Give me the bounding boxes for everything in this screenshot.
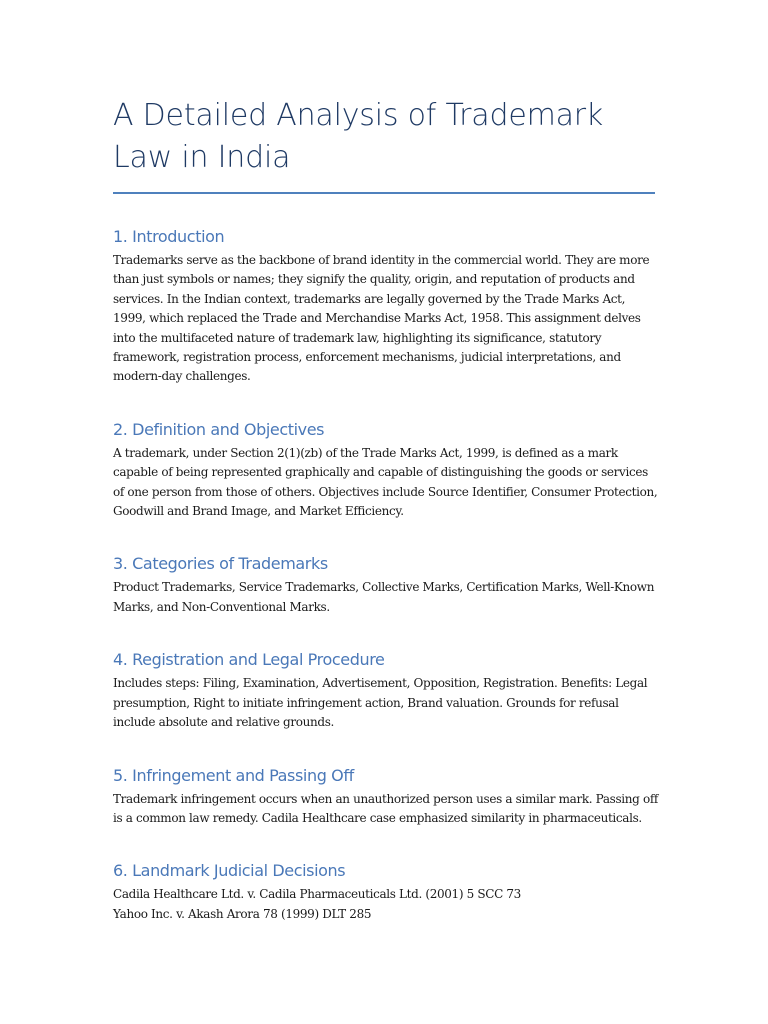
section-body <box>113 444 658 522</box>
section-definition-objectives <box>113 419 658 522</box>
section-heading: 3. Categories of Trademarks <box>113 554 328 574</box>
section-categories <box>113 553 655 617</box>
title-divider <box>113 192 655 194</box>
section-body <box>113 885 658 924</box>
case-citation: Cadila Healthcare Ltd. v. Cadila Pharmaceuticals Ltd. (2001) 5 SCC 73 <box>113 887 521 902</box>
section-heading: 5. Infringement and Passing Off <box>113 765 354 785</box>
case-citation: Yahoo Inc. v. Akash Arora 78 (1999) DLT 285 <box>113 906 372 921</box>
paragraph-text: A trademark, under Section 2(1)(zb) of the Trade Marks Act, 1999, is defined as a mark capable of being represented graphically and capable of distinguishing the goods or services of one person from those of others. Objectives include Source Identifier, Consumer Protection, Goodwill and Brand Image, and Market Efficiency. <box>113 445 658 519</box>
section-body <box>113 578 658 617</box>
section-introduction <box>113 226 655 387</box>
paragraph-text: Includes steps: Filing, Examination, Advertisement, Opposition, Registration. Benefits: Legal presumption, Right to initiate infringement action, Brand valuation. Grounds for refusal include absolute and relative grounds. <box>113 676 648 730</box>
section-heading: 1. Introduction <box>113 227 225 246</box>
section-landmark-decisions <box>113 860 655 924</box>
section-body <box>113 790 658 829</box>
document-title: A Detailed Analysis of Trademark Law in India <box>113 98 604 175</box>
paragraph-text: Product Trademarks, Service Trademarks, Collective Marks, Certification Marks, Well-Known Marks, and Non-Conventional Marks. <box>113 580 655 614</box>
section-registration <box>113 649 655 732</box>
section-body <box>113 251 658 387</box>
section-body <box>113 674 658 732</box>
section-heading: 4. Registration and Legal Procedure <box>113 650 385 670</box>
section-heading: 6. Landmark Judicial Decisions <box>113 861 346 881</box>
paragraph-text: Trademarks serve as the backbone of brand identity in the commercial world. They are more than just symbols or names; they signify the quality, origin, and reputation of products and services. In the Indian context, trademarks are legally governed by the Trade Marks Act, 1999, which replaced the Trade and Merchandise Marks Act, 1958. This assignment delves into the multifaceted nature of trademark law, highlighting its significance, statutory framework, registration process, enforcement mechanisms, judicial interpretations, and modern-day challenges. <box>113 253 650 384</box>
paragraph-text: Trademark infringement occurs when an unauthorized person uses a similar mark. Passing off is a common law remedy. Cadila Healthcare case emphasized similarity in pharmaceuticals. <box>113 791 659 825</box>
section-infringement <box>113 765 659 829</box>
section-heading: 2. Definition and Objectives <box>113 419 325 439</box>
